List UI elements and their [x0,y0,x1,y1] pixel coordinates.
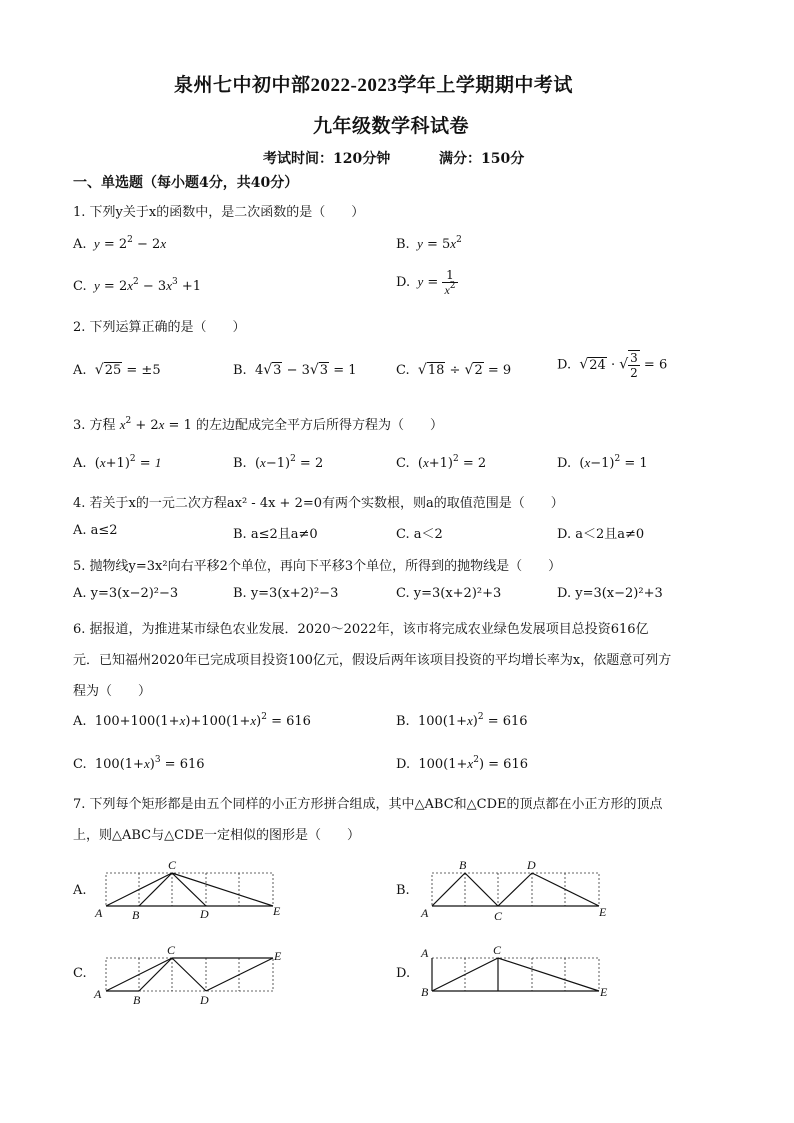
option-letter: A. [73,237,87,252]
label-B: B [421,985,429,999]
q7-option-c-label[interactable]: C. [73,966,87,981]
question-6-line1: 6. 据报道，为推进某市绿色农业发展．2020～2022年，该市将完成农业绿色发展项目总投资616亿 [73,622,649,637]
stem-prefix: 3. 方程 [73,418,116,433]
option-letter: B. [233,456,247,471]
q1-option-a[interactable]: A. $y = 2^2 - 2x$ [73,235,167,252]
label-A: A [95,906,103,920]
section-title: 一、单选题（每小题4分，共40分） [73,175,299,191]
label-E: E [274,949,282,963]
question-3-stem: 3. 方程 $x^2 + 2x = 1$ 的左边配成完全平方后所得方程为（ ） [73,416,443,433]
q5-option-d[interactable]: D. y=3(x−2)²+3 [557,586,663,601]
q2-option-c[interactable]: C. √18 ÷ √2 = 9 [396,362,512,378]
option-letter: D. [396,757,411,772]
label-B: B [133,993,141,1007]
q3-option-b[interactable]: B. $(x-1)^2 = 2$ [233,454,324,471]
figure-a [90,855,290,925]
label-B: B [132,908,140,922]
q5-option-a[interactable]: A. y=3(x−2)²−3 [73,586,179,601]
q3-option-a[interactable]: A. $(x+1)^2 = 1$ [73,454,162,471]
q2-option-b[interactable]: B. 4√3 − 3√3 = 1 [233,362,357,378]
option-letter: C. [73,279,87,294]
option-letter: A. [73,363,87,378]
q7-option-b-label[interactable]: B. [396,883,410,898]
label-A: A [421,946,429,960]
q6-option-d[interactable]: D. $100(1+x^2) = 616$ [396,755,528,772]
question-1-stem: 1. 下列y关于x的函数中，是二次函数的是（ ） [73,205,365,220]
q6-option-c[interactable]: C. $100(1+x)^3 = 616$ [73,755,205,772]
label-A: A [94,987,102,1001]
label-D: D [200,993,209,1007]
option-letter: B. [233,363,247,378]
option-letter: A. [73,714,87,729]
label-A: A [421,906,429,920]
option-letter: C. [73,757,87,772]
q4-option-a[interactable]: A. a≤2 [73,523,118,538]
exam-title: 泉州七中初中部2022-2023学年上学期期中考试 [174,75,573,96]
figure-d [414,940,614,1010]
question-6-line3: 程为（ ） [73,684,152,699]
option-letter: C. [396,363,410,378]
q1-option-d[interactable]: D. y = $\frac{1}{x^2}$ [396,268,456,297]
q5-option-b[interactable]: B. y=3(x+2)²−3 [233,586,339,601]
q3-option-c[interactable]: C. $(x+1)^2 = 2$ [396,454,487,471]
question-2-stem: 2. 下列运算正确的是（ ） [73,320,246,335]
q2-option-a[interactable]: A. √25 = ±5 [73,362,161,378]
figure-b [414,855,614,925]
q1-option-b[interactable]: B. $y = 5x^2$ [396,235,462,252]
question-4-stem: 4. 若关于x的一元二次方程ax² - 4x + 2=0有两个实数根，则a的取值范围是（ ） [73,496,564,511]
q4-option-c[interactable]: C. a＜2 [396,527,443,542]
option-letter: B. [396,714,410,729]
q6-option-b[interactable]: B. $100(1+x)^2 = 616$ [396,712,528,729]
label-C: C [493,943,502,957]
question-7-line2: 上，则△ABC与△CDE一定相似的图形是（ ） [73,828,360,843]
q6-option-a[interactable]: A. $100+100(1+x)+100(1+x)^2 = 616$ [73,712,311,729]
label-D: D [527,858,536,872]
question-7-line1: 7. 下列每个矩形都是由五个同样的小正方形拼合组成，其中△ABC和△CDE的顶点都在小正方形的顶点 [73,797,663,812]
stem-suffix: 的左边配成完全平方后所得方程为（ ） [195,418,443,433]
exam-time: 考试时间：120分钟 [263,151,391,167]
option-letter: D. [396,275,411,290]
option-letter: A. [73,456,87,471]
option-letter: B. [396,237,410,252]
label-D: D [200,907,209,921]
q4-option-b[interactable]: B. a≤2且a≠0 [233,527,318,542]
figure-c [90,940,290,1010]
option-letter: D. [557,357,572,373]
exam-subtitle: 九年级数学科试卷 [313,116,470,137]
q2-option-d[interactable]: D. √24 · √ $\frac{3}{2}$ = 6 [557,351,668,380]
label-C: C [494,909,503,923]
q1-option-c[interactable]: C. $y = 2x^2 - 3x^3 +1$ [73,277,201,294]
question-6-line2: 元．已知福州2020年已完成项目投资100亿元，假设后两年该项目投资的平均增长率为x，依题意可列方 [73,653,672,668]
option-letter: C. [396,456,410,471]
q7-option-d-label[interactable]: D. [396,966,411,981]
label-E: E [273,904,281,918]
exam-score: 满分：150分 [439,151,525,167]
option-letter: D. [557,456,572,471]
label-C: C [167,943,176,957]
label-B: B [459,858,467,872]
q3-option-d[interactable]: D. $(x-1)^2 = 1$ [557,454,648,471]
label-C: C [168,858,177,872]
label-E: E [599,905,607,919]
q4-option-d[interactable]: D. a＜2且a≠0 [557,527,645,542]
q5-option-c[interactable]: C. y=3(x+2)²+3 [396,586,502,601]
question-5-stem: 5. 抛物线y=3x²向右平移2个单位，再向下平移3个单位，所得到的抛物线是（ ） [73,559,562,574]
q7-option-a-label[interactable]: A. [73,883,87,898]
label-E: E [600,985,608,999]
